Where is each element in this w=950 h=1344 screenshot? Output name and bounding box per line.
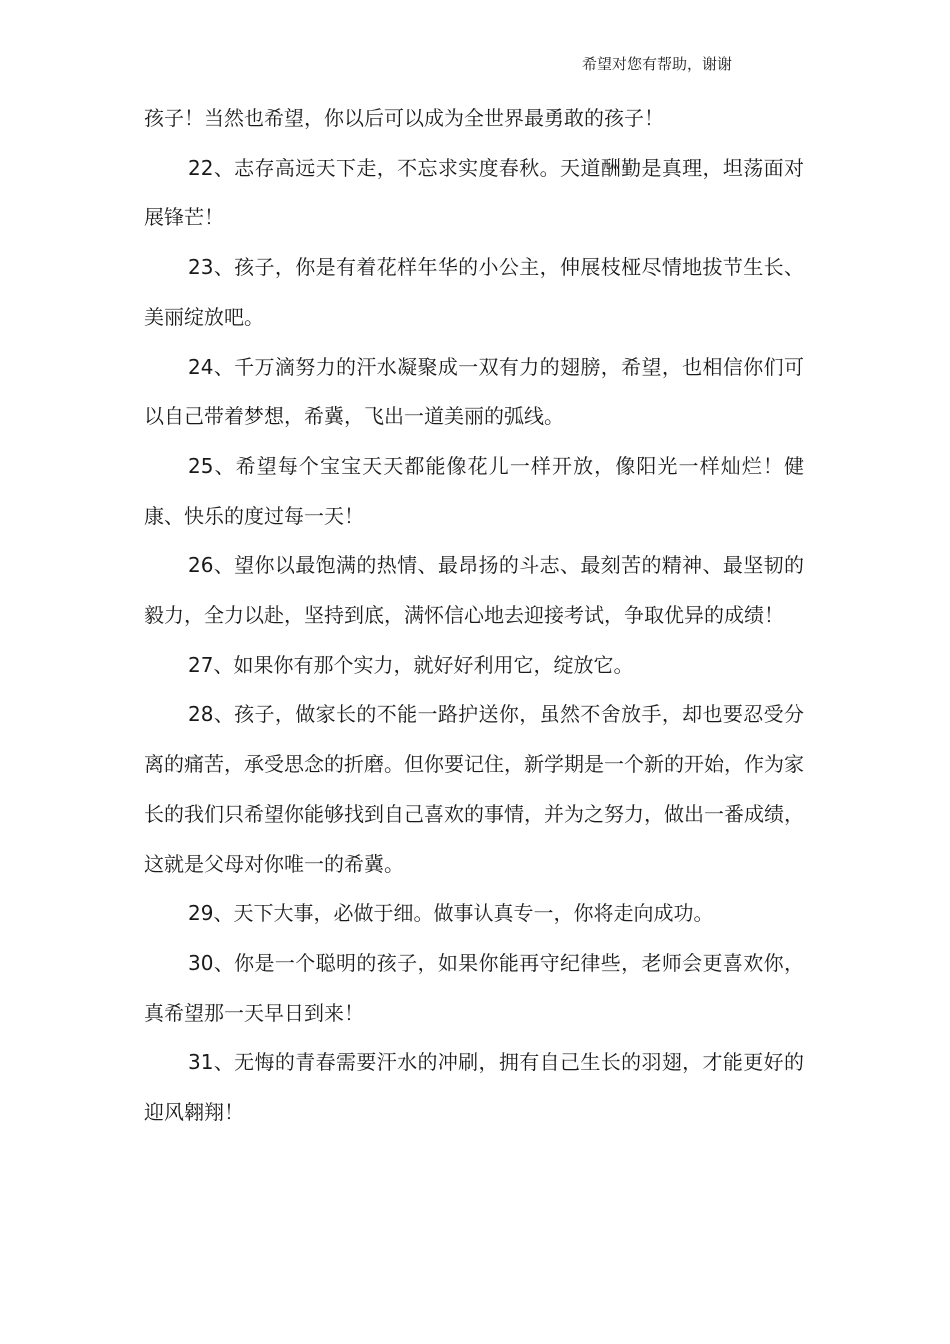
- paragraph-item-22: 22、志存高远天下走，不忘求实度春秋。天道酬勤是真理，坦荡面对展锋芒！: [144, 155, 804, 230]
- paragraph-item-26: 26、望你以最饱满的热情、最昂扬的斗志、最刻苦的精神、最坚韧的毅力，全力以赴，坚持到底，满怀信心地去迎接考试，争取优异的成绩！: [144, 553, 804, 628]
- paragraph-item-25: 25、希望每个宝宝天天都能像花儿一样开放，像阳光一样灿烂！健康、快乐的度过每一天！: [144, 453, 804, 528]
- paragraph-continuation: 孩子！当然也希望，你以后可以成为全世界最勇敢的孩子！: [144, 106, 664, 130]
- paragraph-item-29: 29、天下大事，必做于细。做事认真专一，你将走向成功。: [188, 901, 714, 926]
- paragraph-item-23: 23、孩子，你是有着花样年华的小公主，伸展枝桠尽情地拔节生长、美丽绽放吧。: [144, 255, 804, 329]
- paragraph-item-28: 28、孩子，做家长的不能一路护送你，虽然不舍放手，却也要忍受分离的痛苦，承受思念的折磨。但你要记住，新学期是一个新的开始，作为家长的我们只希望你能够找到自己喜欢的事情，并为之努力，做出一番成绩，这就是父母对你唯一的希冀。: [144, 702, 804, 876]
- document-body: [144, 94, 804, 1138]
- paragraph-item-31: 31、无悔的青春需要汗水的冲刷，拥有自己生长的羽翅，才能更好的迎风翱翔！: [144, 1050, 804, 1125]
- page-header: 希望对您有帮助，谢谢: [581, 55, 732, 73]
- paragraph-item-24: 24、千万滴努力的汗水凝聚成一双有力的翅膀，希望，也相信你们可以自己带着梦想，希冀，飞出一道美丽的弧线。: [144, 354, 804, 429]
- paragraph-item-27: 27、如果你有那个实力，就好好利用它，绽放它。: [188, 652, 634, 677]
- paragraph-item-30: 30、你是一个聪明的孩子，如果你能再守纪律些，老师会更喜欢你，真希望那一天早日到来！: [144, 950, 804, 1025]
